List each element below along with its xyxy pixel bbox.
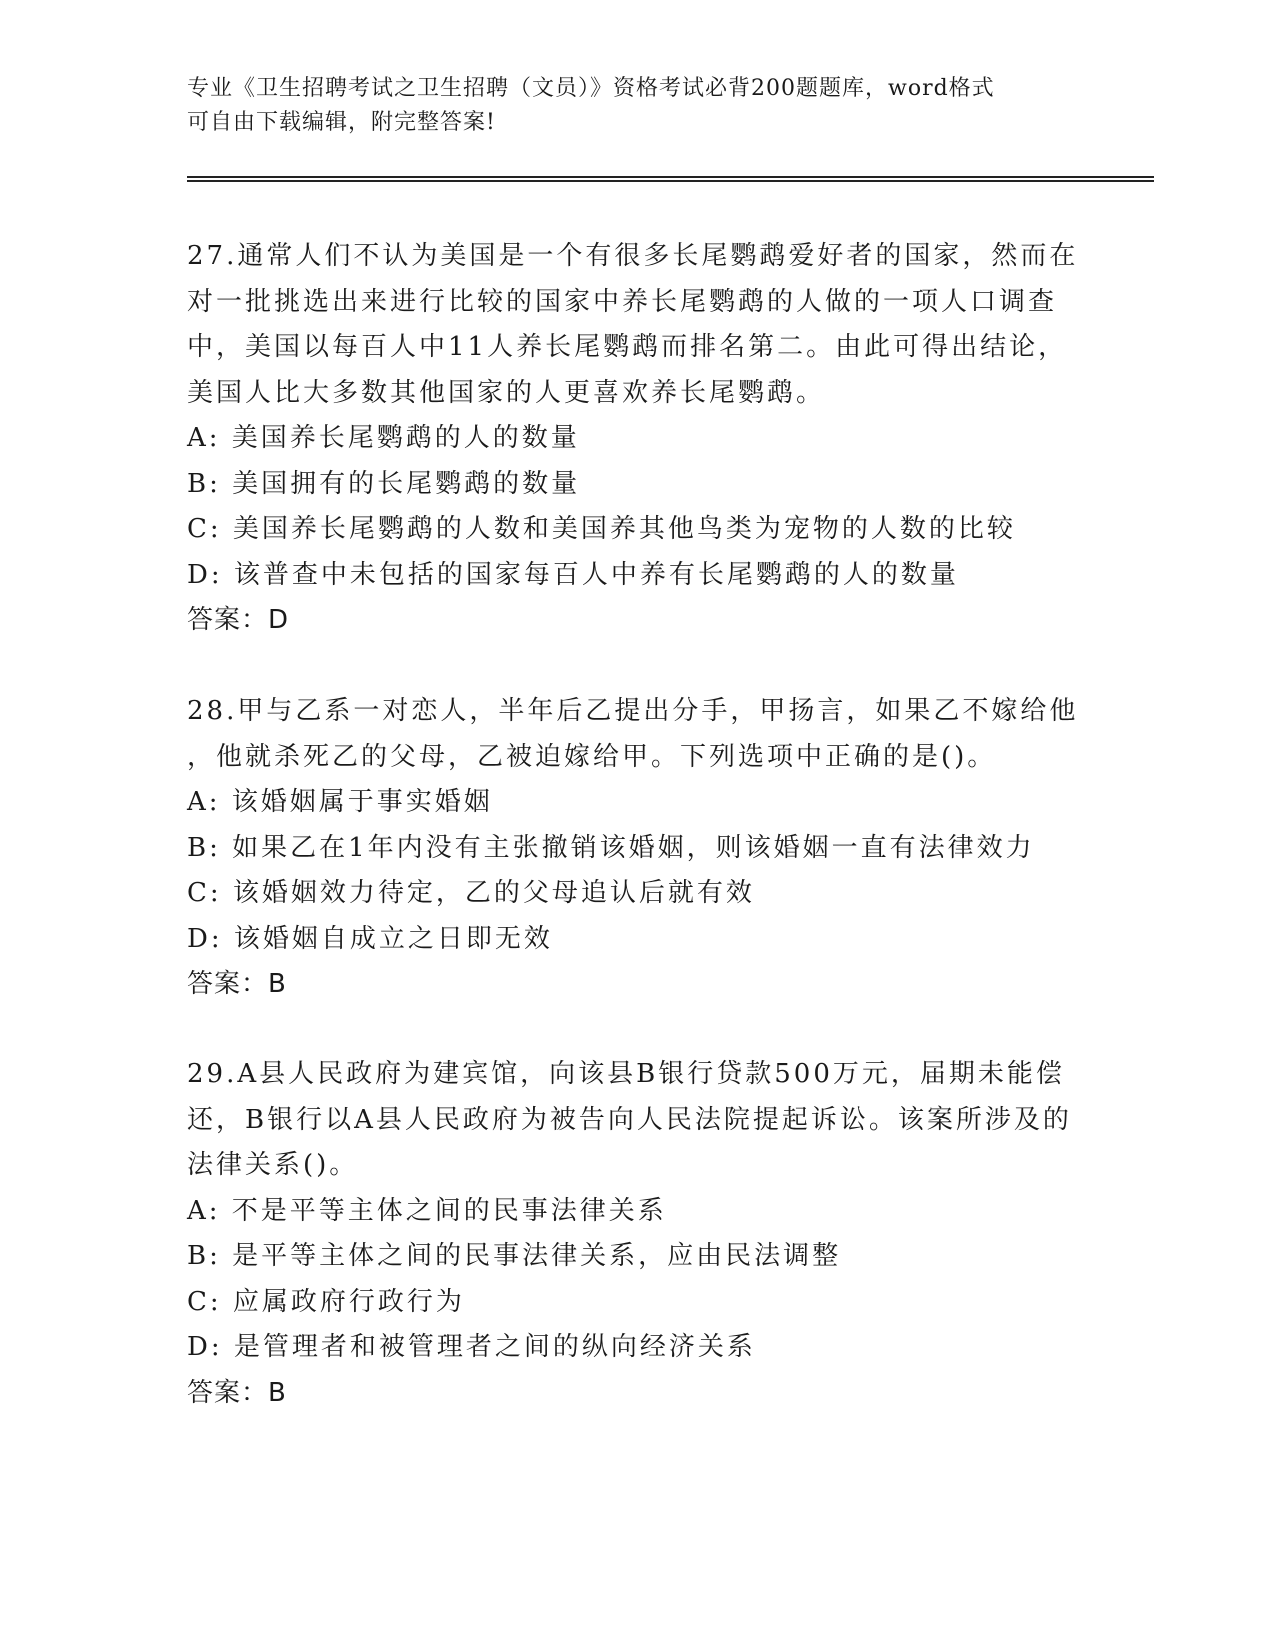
- question-stem-line: 美国人比大多数其他国家的人更喜欢养长尾鹦鹉。: [187, 377, 826, 408]
- answer-line: 答案：B: [187, 969, 287, 999]
- option-d: D: 该婚姻自成立之日即无效: [187, 923, 553, 954]
- question-stem-line: 27.通常人们不认为美国是一个有很多长尾鹦鹉爱好者的国家，然而在: [187, 241, 1079, 271]
- question-stem-line: 中，美国以每百人中11人养长尾鹦鹉而排名第二。由此可得出结论，: [187, 332, 1068, 362]
- header-line: 可自由下载编辑，附完整答案!: [187, 110, 496, 135]
- option-b: B: 是平等主体之间的民事法律关系，应由民法调整: [187, 1241, 842, 1271]
- question-stem-line: 28.甲与乙系一对恋人，半年后乙提出分手，甲扬言，如果乙不嫁给他: [187, 696, 1079, 726]
- answer-line: 答案：B: [187, 1377, 287, 1408]
- question-stem-line: 还，B银行以A县人民政府为被告向人民法院提起诉讼。该案所涉及的: [187, 1104, 1072, 1135]
- option-b: B: 美国拥有的长尾鹦鹉的数量: [187, 468, 581, 499]
- question-28: [187, 689, 1087, 1008]
- option-b: B: 如果乙在1年内没有主张撤销该婚姻，则该婚姻一直有法律效力: [187, 832, 1035, 863]
- option-a: A: 该婚姻属于事实婚姻: [187, 787, 493, 817]
- question-27: [187, 234, 1087, 644]
- option-a: A: 美国养长尾鹦鹉的人的数量: [187, 423, 580, 453]
- answer-line: 答案：D: [187, 605, 290, 635]
- question-stem-line: 法律关系()。: [187, 1150, 359, 1180]
- question-stem-line: ，他就杀死乙的父母，乙被迫嫁给甲。下列选项中正确的是()。: [187, 741, 997, 772]
- option-a: A: 不是平等主体之间的民事法律关系: [187, 1195, 667, 1226]
- header-divider: [187, 176, 1154, 182]
- document-header: [187, 72, 1087, 140]
- question-29: [187, 1052, 1087, 1416]
- option-c: C: 美国养长尾鹦鹉的人数和美国养其他鸟类为宠物的人数的比较: [187, 514, 1016, 544]
- option-c: C: 该婚姻效力待定，乙的父母追认后就有效: [187, 878, 755, 908]
- header-line: 专业《卫生招聘考试之卫生招聘（文员）》资格考试必背200题题库，word格式: [187, 76, 995, 101]
- question-stem-line: 对一批挑选出来进行比较的国家中养长尾鹦鹉的人做的一项人口调查: [187, 286, 1058, 317]
- option-d: D: 是管理者和被管理者之间的纵向经济关系: [187, 1332, 756, 1362]
- option-c: C: 应属政府行政行为: [187, 1286, 465, 1317]
- question-stem-line: 29.A县人民政府为建宾馆，向该县B银行贷款500万元，届期未能偿: [187, 1059, 1065, 1089]
- option-d: D: 该普查中未包括的国家每百人中养有长尾鹦鹉的人的数量: [187, 559, 959, 590]
